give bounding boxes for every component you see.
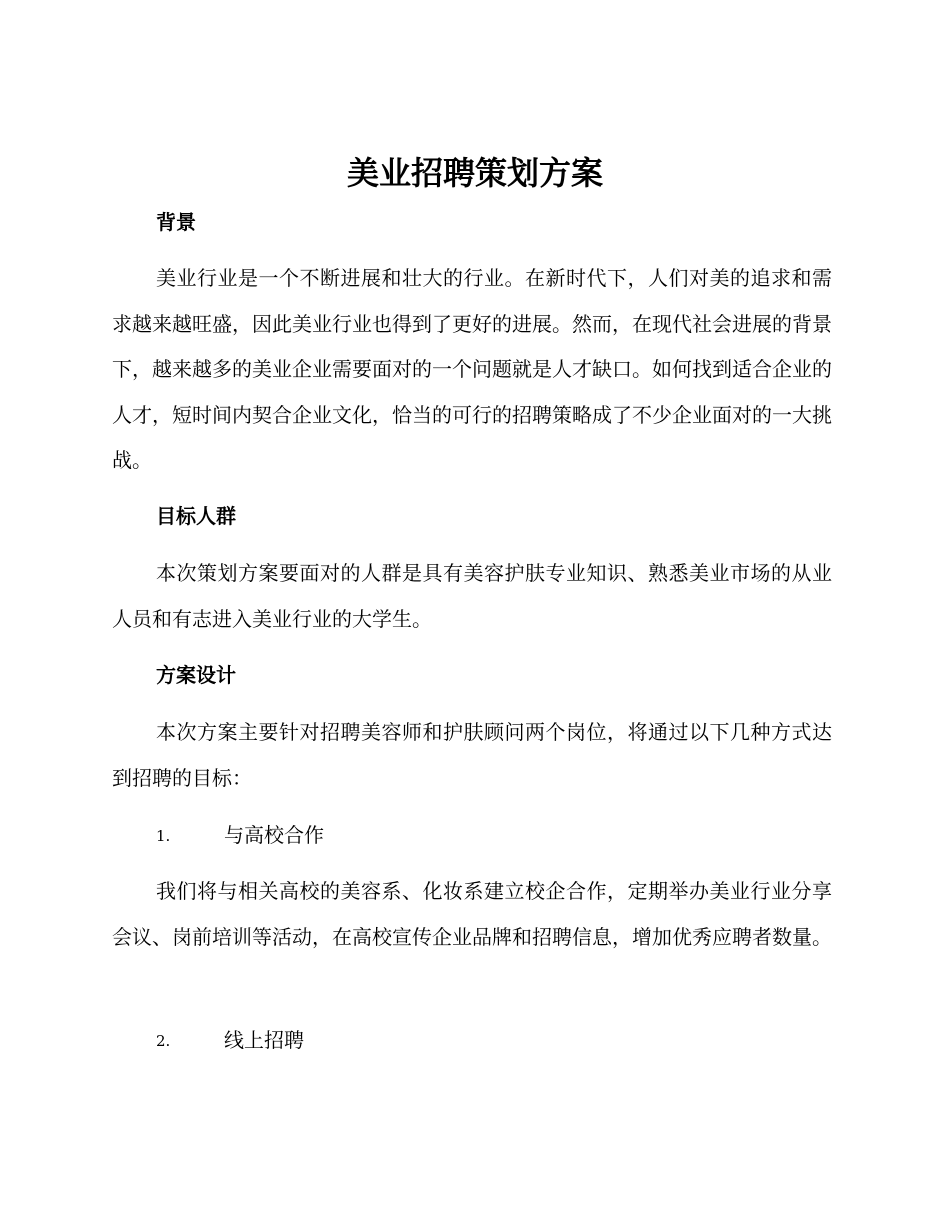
list-paragraph-university-cooperation: 我们将与相关高校的美容系、化妆系建立校企合作，定期举办美业行业分享会议、岗前培训等活动，在高校宣传企业品牌和招聘信息，增加优秀应聘者数量。 [112,879,832,949]
list-number: 2. [156,1032,171,1050]
section-paragraph-plan-design: 本次方案主要针对招聘美容师和护肤顾问两个岗位，将通过以下几种方式达到招聘的目标： [112,720,832,790]
list-item-title: 线上招聘 [224,1028,304,1052]
list-item-university-cooperation [156,820,324,851]
document-title: 美业招聘策划方案 [346,154,603,192]
list-item-title: 与高校合作 [224,823,324,847]
section-paragraph-target-audience: 本次策划方案要面对的人群是具有美容护肤专业知识、熟悉美业市场的从业人员和有志进入美业行业的大学生。 [112,561,832,631]
list-number: 1. [156,827,171,845]
section-heading-target-audience: 目标人群 [156,504,236,528]
list-item-online-recruitment [156,1025,304,1056]
section-heading-background: 背景 [156,210,196,234]
section-heading-plan-design: 方案设计 [156,663,236,687]
section-paragraph-background: 美业行业是一个不断进展和壮大的行业。在新时代下，人们对美的追求和需求越来越旺盛，因此美业行业也得到了更好的进展。然而，在现代社会进展的背景下，越来越多的美业企业需要面对的一个问题就是人才缺口。如何找到适合企业的人才，短时间内契合企业文化，恰当的可行的招聘策略成了不少企业面对的一大挑战。 [112,266,832,472]
